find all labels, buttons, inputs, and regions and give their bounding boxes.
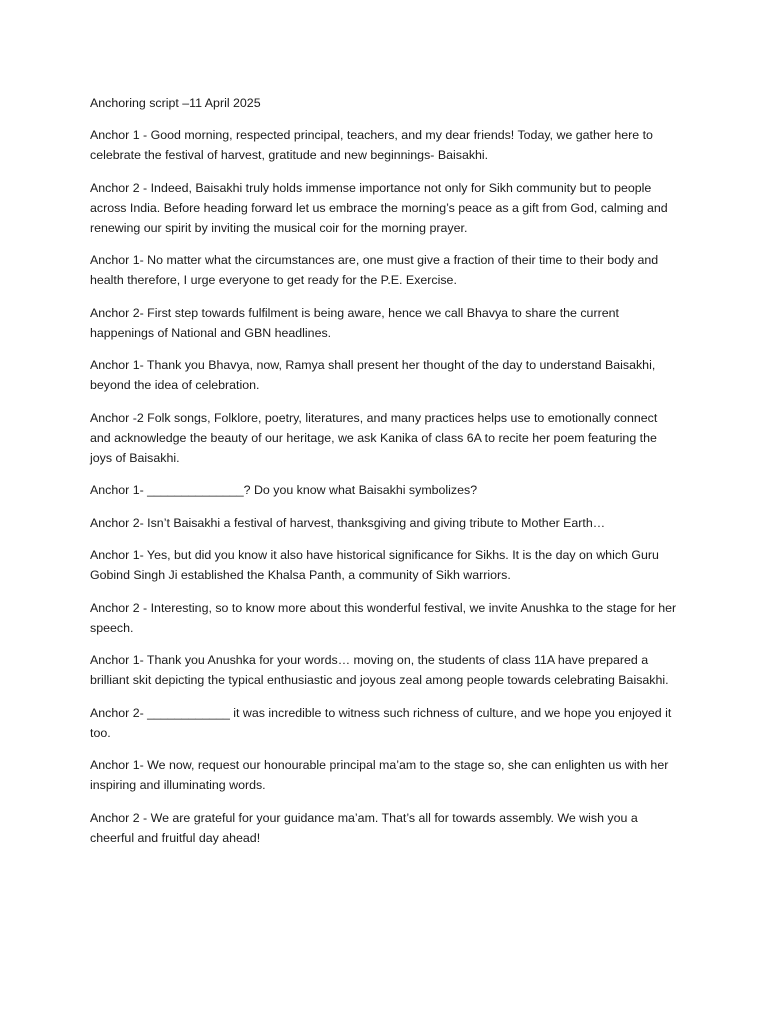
paragraph-anchor-2-harvest: Anchor 2- Isn’t Baisakhi a festival of harvest, thanksgiving and giving tribute to Mother Earth… <box>90 515 606 530</box>
document-body <box>90 93 680 860</box>
paragraph-anchor-1-thought: Anchor 1- Thank you Bhavya, now, Ramya shall present her thought of the day to understand Baisakhi, beyond the idea of celebration. <box>90 358 656 392</box>
paragraph-anchor-2-speech: Anchor 2 - Interesting, so to know more about this wonderful festival, we invite Anushka to the stage for her speech. <box>90 600 677 635</box>
paragraph-anchor-1-history: Anchor 1- Yes, but did you know it also have historical significance for Sikhs. It is the day on which Guru Gobind Singh Ji established the Khalsa Panth, a community of Sikh warriors. <box>90 548 659 582</box>
document-title: Anchoring script –11 April 2025 <box>90 96 261 110</box>
paragraph-anchor-1-question: Anchor 1- ______________? Do you know what Baisakhi symbolizes? <box>90 483 478 497</box>
paragraph-anchor-2-closing: Anchor 2 - We are grateful for your guidance ma’am. That’s all for towards assembly. We wish you a cheerful and fruitful day ahead! <box>90 810 638 845</box>
paragraph-anchor-2-culture: Anchor 2- ____________ it was incredible to witness such richness of culture, and we hope you enjoyed it too. <box>90 705 672 740</box>
paragraph-anchor-1-principal: Anchor 1- We now, request our honourable principal ma’am to the stage so, she can enlighten us with her inspiring and illuminating words. <box>90 758 669 792</box>
paragraph-anchor-1-welcome: Anchor 1 - Good morning, respected principal, teachers, and my dear friends! Today, we gather here to celebrate the festival of harvest, gratitude and new beginnings- Baisakhi. <box>90 128 653 162</box>
paragraph-anchor-1-skit: Anchor 1- Thank you Anushka for your words… moving on, the students of class 11A have prepared a brilliant skit depicting the typical enthusiastic and joyous zeal among people towards celebrating Baisakhi. <box>90 653 669 687</box>
paragraph-anchor-2-poem: Anchor -2 Folk songs, Folklore, poetry, literatures, and many practices helps use to emotionally connect and acknowledge the beauty of our heritage, we ask Kanika of class 6A to recite her poem featuring the joys of Baisakhi. <box>90 410 658 465</box>
paragraph-anchor-2-prayer: Anchor 2 - Indeed, Baisakhi truly holds immense importance not only for Sikh community but to people across India. Before heading forward let us embrace the morning’s peace as a gift from God, calming and renewing our spirit by inviting the musical coir for the morning prayer. <box>90 180 668 235</box>
paragraph-anchor-2-headlines: Anchor 2- First step towards fulfilment is being aware, hence we call Bhavya to share the current happenings of National and GBN headlines. <box>90 305 619 340</box>
paragraph-anchor-1-exercise: Anchor 1- No matter what the circumstances are, one must give a fraction of their time to their body and health therefore, I urge everyone to get ready for the P.E. Exercise. <box>90 253 659 287</box>
